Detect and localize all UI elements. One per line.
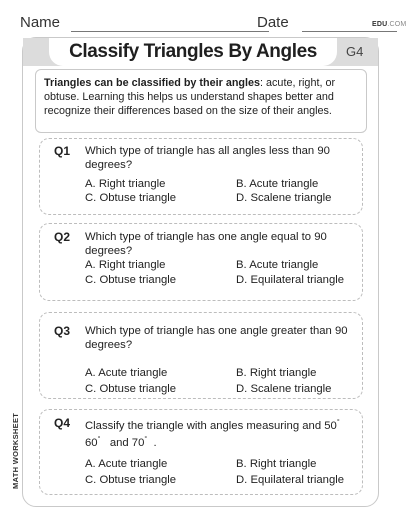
option-letter: D.	[236, 274, 248, 286]
question-text: Which type of triangle has one angle equal to 90 degrees?	[85, 231, 327, 257]
option-c[interactable]	[85, 474, 176, 486]
title-bar	[23, 38, 378, 66]
question-text-line1: Classify the triangle with angles measuring and 50	[85, 419, 337, 432]
option-text: Right triangle	[98, 259, 166, 271]
date-label: Date	[257, 14, 289, 31]
option-text: Obtuse triangle	[99, 274, 177, 286]
option-letter: C.	[85, 192, 97, 204]
option-letter: C.	[85, 383, 97, 395]
question-number: Q1	[54, 144, 71, 158]
option-d[interactable]	[236, 474, 344, 486]
option-b[interactable]	[236, 259, 318, 271]
name-label: Name	[20, 14, 61, 31]
date-line[interactable]	[302, 31, 397, 32]
question-period: .	[153, 436, 157, 449]
option-a[interactable]	[85, 367, 167, 379]
option-letter: C.	[85, 274, 97, 286]
option-c[interactable]	[85, 192, 176, 204]
option-b[interactable]	[236, 458, 316, 470]
option-letter: B.	[236, 367, 247, 379]
option-text: Obtuse triangle	[99, 474, 177, 486]
intro-bold: Triangles can be classified by their angles	[44, 77, 261, 89]
option-letter: D.	[236, 474, 248, 486]
option-letter: D.	[236, 383, 248, 395]
option-text: Scalene triangle	[250, 192, 332, 204]
option-a[interactable]	[85, 458, 167, 470]
option-letter: A.	[85, 259, 96, 271]
intro-text: : acute, right, or obtuse. Learning this helps us understand shapes better and recognize their differences based on the size of their angles.	[44, 77, 336, 117]
option-text: Acute triangle	[98, 458, 168, 470]
worksheet-header	[20, 14, 406, 34]
question-text: Which type of triangle has all angles less than 90 degrees?	[85, 145, 330, 171]
option-text: Right triangle	[249, 458, 317, 470]
option-text: Obtuse triangle	[99, 383, 177, 395]
option-text: Equilateral triangle	[250, 474, 345, 486]
question-number: Q3	[54, 324, 71, 338]
option-text: Scalene triangle	[250, 383, 332, 395]
degree-mark: °	[144, 435, 148, 443]
question-number: Q2	[54, 230, 71, 244]
question-text	[85, 416, 360, 450]
title-pill	[49, 38, 337, 66]
brand-suffix: .COM	[387, 21, 406, 28]
option-d[interactable]	[236, 383, 331, 395]
degree-mark: °	[97, 435, 101, 443]
question-card-q3	[39, 312, 363, 399]
option-letter: A.	[85, 367, 96, 379]
brand-logo	[372, 21, 406, 28]
option-letter: B.	[236, 259, 247, 271]
option-letter: A.	[85, 178, 96, 190]
page-title: Classify Triangles By Angles	[69, 41, 317, 62]
option-d[interactable]	[236, 274, 344, 286]
question-number: Q4	[54, 416, 71, 430]
option-text: Right triangle	[249, 367, 317, 379]
option-d[interactable]	[236, 192, 331, 204]
option-text: Obtuse triangle	[99, 192, 177, 204]
option-letter: B.	[236, 178, 247, 190]
question-card-q1	[39, 138, 363, 215]
option-a[interactable]	[85, 259, 165, 271]
option-c[interactable]	[85, 274, 176, 286]
option-text: Acute triangle	[98, 367, 168, 379]
question-text: Which type of triangle has one angle greater than 90 degrees?	[85, 325, 348, 351]
option-letter: B.	[236, 458, 247, 470]
option-a[interactable]	[85, 178, 165, 190]
option-text: Equilateral triangle	[250, 274, 345, 286]
option-letter: D.	[236, 192, 248, 204]
intro-box	[35, 69, 367, 133]
option-letter: A.	[85, 458, 96, 470]
question-text-angle-70: and 70	[109, 436, 145, 449]
degree-mark: °	[336, 419, 340, 426]
grade-badge: G4	[346, 44, 364, 59]
question-card-q4	[39, 409, 363, 495]
brand-main: EDU	[372, 21, 388, 28]
side-label: MATH WORKSHEET	[11, 412, 20, 489]
question-card-q2	[39, 223, 363, 301]
question-text-angle-60: 60	[85, 436, 98, 449]
option-letter: C.	[85, 474, 97, 486]
option-text: Acute triangle	[249, 259, 319, 271]
option-b[interactable]	[236, 178, 318, 190]
option-b[interactable]	[236, 367, 316, 379]
option-text: Acute triangle	[249, 178, 319, 190]
name-line[interactable]	[71, 31, 269, 32]
option-c[interactable]	[85, 383, 176, 395]
option-text: Right triangle	[98, 178, 166, 190]
worksheet-frame	[22, 37, 379, 507]
